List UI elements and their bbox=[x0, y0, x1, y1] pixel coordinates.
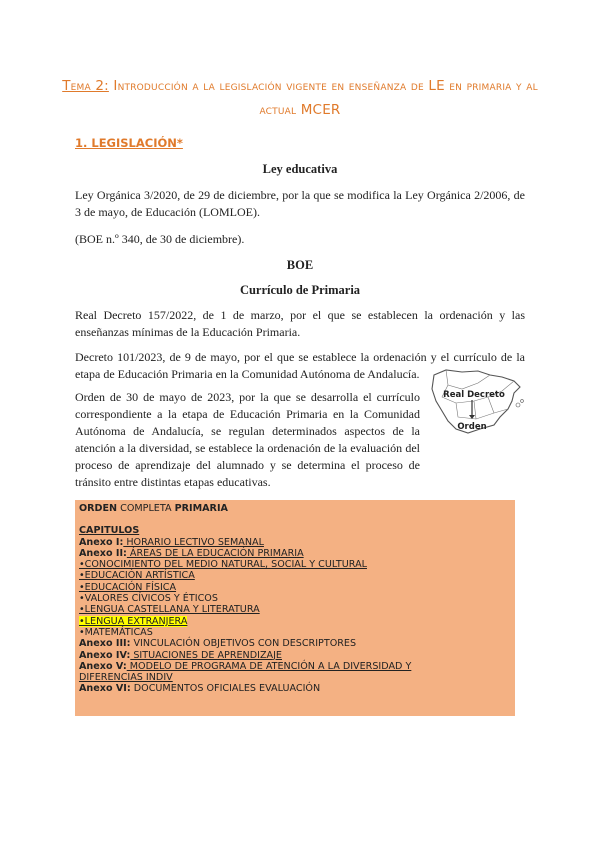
anexo-5 bbox=[79, 661, 511, 672]
section-heading: 1. LEGISLACIÓN* bbox=[75, 136, 183, 150]
anexo-6-text: DOCUMENTOS OFICIALES EVALUACIÓN bbox=[130, 683, 321, 695]
anexo-3 bbox=[79, 638, 511, 649]
islands-dot-1 bbox=[516, 403, 520, 407]
orden-completa-box bbox=[75, 500, 515, 716]
title-tema: Tema 2: bbox=[62, 78, 109, 94]
anexo-3-label: Anexo III: bbox=[79, 638, 131, 650]
anexo-4 bbox=[79, 650, 511, 661]
anexo-5-text: MODELO DE PROGRAMA DE ATENCIÓN A LA DIVERSIDAD Y bbox=[126, 660, 412, 672]
real-decreto-paragraph: Real Decreto 157/2022, de 1 de marzo, por el que se establecen la ordenación y las enseñanzas mínimas de la Educación Primaria. bbox=[75, 308, 525, 339]
anexo-4-text: SITUACIONES DE APRENDIZAJE bbox=[130, 649, 282, 661]
area-item: •EDUCACIÓN FÍSICA bbox=[79, 581, 177, 593]
box-orden-word: ORDEN bbox=[79, 503, 118, 514]
anexo-3-text: VINCULACIÓN OBJETIVOS CON DESCRIPTORES bbox=[130, 638, 357, 650]
map-label-real-decreto: Real Decreto bbox=[443, 390, 505, 400]
anexo-1 bbox=[79, 537, 511, 548]
anexo-2 bbox=[79, 548, 511, 559]
box-completa-word: COMPLETA bbox=[117, 503, 175, 514]
anexo-2-text: ÁREAS DE LA EDUCACIÓN PRIMARIA bbox=[126, 547, 304, 559]
area-item: •VALORES CÍVICOS Y ÉTICOS bbox=[79, 593, 218, 605]
decreto-paragraph: Decreto 101/2023, de 9 de mayo, por el que se establece la ordenación y el currículo de la etapa de Educación Primaria en la Comunidad Autónoma de Andalucía. bbox=[75, 350, 525, 381]
anexo-5-continuation: DIFERENCIAS INDIV bbox=[79, 672, 173, 684]
area-item: •EDUCACIÓN ARTÍSTICA bbox=[79, 570, 195, 582]
area-item: •MATEMÁTICAS bbox=[79, 626, 153, 638]
area-lengua-extranjera: •LENGUA EXTRANJERA bbox=[79, 615, 188, 627]
boe-reference-paragraph: (BOE n.º 340, de 30 de diciembre). bbox=[75, 232, 245, 246]
area-item-highlighted bbox=[79, 616, 511, 627]
spain-map-icon bbox=[428, 367, 524, 437]
curriculo-heading: Currículo de Primaria bbox=[239, 283, 361, 297]
anexo-2-label: Anexo II: bbox=[79, 547, 127, 559]
ley-organica-paragraph: Ley Orgánica 3/2020, de 29 de diciembre, por la que se modifica la Ley Orgánica 2/2006, de 3 de mayo, de Educación (LOMLOE). bbox=[75, 188, 525, 219]
anexo-5-label: Anexo V: bbox=[79, 660, 127, 672]
title-text: Introducción a la legislación vigente en enseñanza de LE en primaria y al actual MCER bbox=[108, 78, 538, 118]
anexo-1-text: HORARIO LECTIVO SEMANAL bbox=[123, 536, 264, 548]
box-capitulos: CAPITULOS bbox=[79, 525, 140, 537]
area-item: •CONOCIMIENTO DEL MEDIO NATURAL, SOCIAL Y CULTURAL bbox=[79, 559, 367, 571]
anexo-6-label: Anexo VI: bbox=[79, 683, 131, 695]
orden-paragraph: Orden de 30 de mayo de 2023, por la que se desarrolla el currículo correspondiente a la etapa de Educación Primaria en la Comunidad Autónoma de Andalucía, se regulan determinados aspectos de la atención a la diversidad, se establece la ordenación de la evaluación del proceso de aprendizaje del alumnado y se determina el proceso de tránsito entre distintas etapas educativas. bbox=[75, 390, 420, 489]
document-title bbox=[60, 74, 540, 122]
map-label-orden: Orden bbox=[457, 422, 487, 432]
ley-educativa-heading: Ley educativa bbox=[262, 162, 338, 176]
box-primaria-word: PRIMARIA bbox=[174, 503, 228, 514]
anexo-6 bbox=[79, 683, 511, 694]
area-item: •LENGUA CASTELLANA Y LITERATURA bbox=[79, 604, 260, 616]
boe-heading: BOE bbox=[286, 258, 314, 272]
islands-dot-2 bbox=[521, 400, 524, 403]
box-title bbox=[79, 503, 511, 514]
anexo-1-label: Anexo I: bbox=[79, 536, 124, 548]
anexo-4-label: Anexo IV: bbox=[79, 649, 131, 661]
